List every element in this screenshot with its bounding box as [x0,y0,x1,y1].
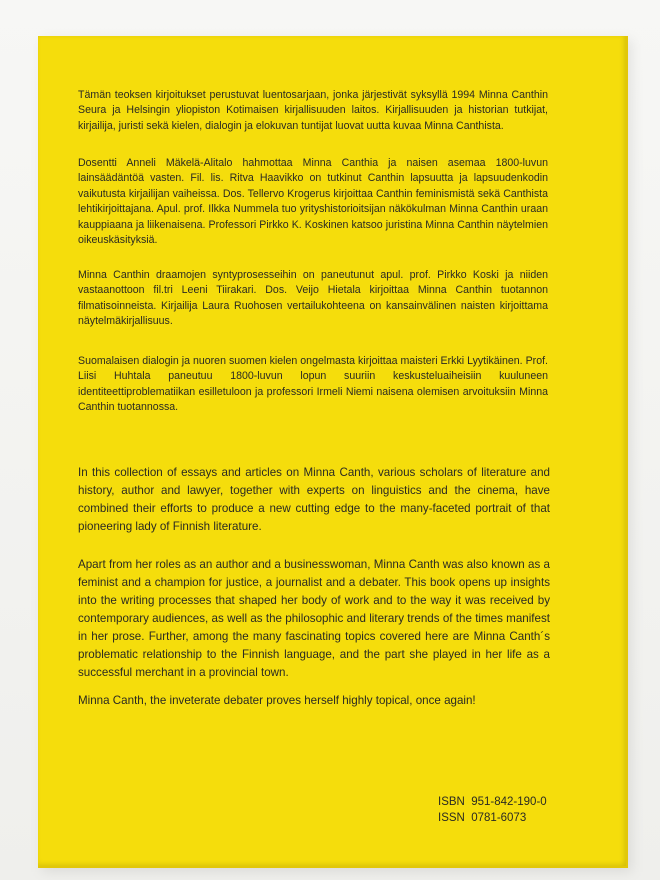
english-paragraph-3: Minna Canth, the inveterate debater proves herself highly topical, once again! [78,694,476,707]
english-paragraph-2: Apart from her roles as an author and a businesswoman, Minna Canth was also known as a feminist and a champion for justice, a journalist and a debater. This book opens up insights into the writing processes that shaped her body of work and to the way it was received by contemporary audiences, as well as the philosophic and literary trends of the times manifest in her prose. Further, among the many fascinating topics covered here are Minna Canth´s problematic relationship to the Finnish language, and the part she played in her life as a successful merchant in a provincial town. [78,558,550,679]
finnish-paragraph-2: Dosentti Anneli Mäkelä-Alitalo hahmottaa Minna Canthia ja naisen asemaa 1800-luvun lainsäädäntöä vasten. Fil. lis. Ritva Haavikko on tutkinut Canthin lapsuutta ja lapsuudenkodin vaikutusta kirjailijan vaiheissa. Dos. Tellervo Krogerus kirjoittaa Canthin feminismistä sekä Canthista lehtikirjoittajana. Apul. prof. Ilkka Nummela tuo yrityshistorioitsijan näkökulman Minna Canthin uraan kauppiaana ja liikenaisena. Professori Pirkko K. Koskinen katsoo juristina Minna Canthin näytelmien oikeuskäsityksiä. [78,157,548,247]
issn-number: ISSN 0781-6073 [438,812,527,824]
english-paragraph-1: In this collection of essays and articles on Minna Canth, various scholars of literature and history, author and lawyer, together with experts on linguistics and the cinema, have combined their efforts to produce a new cutting edge to the many-faceted portrait of that pioneering lady of Finnish literature. [78,466,550,533]
finnish-paragraph-3: Minna Canthin draamojen syntyprosesseihin on paneutunut apul. prof. Pirkko Koski ja niiden vastaanottoon fil.tri Leeni Tiirakari. Dos. Veijo Hietala kirjoittaa Minna Canthin tuotannon filmatisoinneista. Kirjailija Laura Ruohosen vertailukohteena on kansainvälinen naisten kirjoittama näytelmäkirjallisuus. [78,269,548,328]
isbn-number: ISBN 951-842-190-0 [438,796,547,808]
finnish-paragraph-4: Suomalaisen dialogin ja nuoren suomen kielen ongelmasta kirjoittaa maisteri Erkki Lyytikäinen. Prof. Liisi Huhtala paneutuu 1800-luvun lopun suuriin keskusteluaiheisiin kuuluneen identiteettiproblematiikan esilletuloon ja professori Irmeli Niemi naisena olemisen arvoituksiin Minna Canthin tuotannossa. [78,355,548,414]
finnish-paragraph-1: Tämän teoksen kirjoitukset perustuvat luentosarjaan, jonka järjestivät syksyllä 1994 Minna Canthin Seura ja Helsingin yliopiston Kotimaisen kirjallisuuden laitos. Kirjallisuuden ja historian tutkijat, kirjailija, juristi sekä kielen, dialogin ja elokuvan tuntijat luovat uutta kuvaa Minna Canthista. [78,89,548,132]
